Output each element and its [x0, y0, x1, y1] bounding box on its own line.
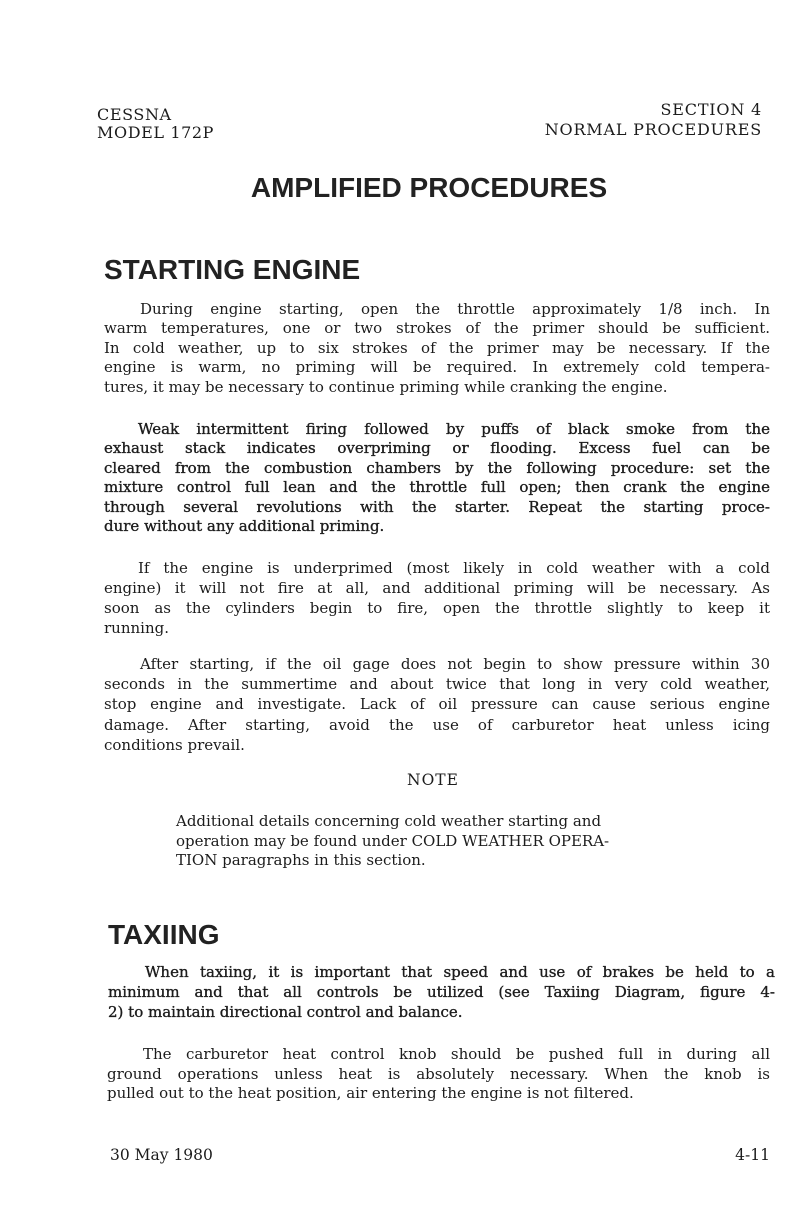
- paragraph-starting-flooding: [104, 420, 770, 536]
- header-right: [545, 100, 762, 140]
- text-line: exhaust stack indicates overpriming or flooding. Excess fuel can be: [104, 439, 770, 458]
- text-line: mixture control full lean and the throttle full open; then crank the engine: [104, 478, 770, 497]
- text-line: warm temperatures, one or two strokes of the primer should be sufficient.: [104, 319, 770, 338]
- text-line: When taxiing, it is important that speed and use of brakes be held to a: [145, 963, 775, 981]
- paragraph-taxiing-carburetor-heat: [107, 1045, 770, 1104]
- text-line: During engine starting, open the throttle approximately 1/8 inch. In: [140, 300, 770, 318]
- text-line: conditions prevail.: [104, 735, 245, 754]
- text-line: The carburetor heat control knob should be pushed full in during all: [143, 1045, 770, 1063]
- note-label: NOTE: [407, 771, 459, 789]
- header-section: SECTION 4: [660, 100, 762, 119]
- text-line: running.: [104, 619, 169, 637]
- text-line: dure without any additional priming.: [104, 517, 385, 536]
- text-line: stop engine and investigate. Lack of oil pressure can cause serious engine: [104, 695, 770, 714]
- text-line: damage. After starting, avoid the use of carburetor heat unless icing: [104, 715, 770, 734]
- footer-page-number: 4-11: [735, 1146, 770, 1164]
- text-line: operation may be found under COLD WEATHER OPERA-: [176, 831, 610, 850]
- text-line: If the engine is underprimed (most likely in cold weather with a cold: [138, 559, 770, 577]
- text-line: cleared from the combustion chambers by the following procedure: set the: [104, 458, 770, 477]
- paragraph-taxiing-brakes: [108, 962, 775, 1022]
- header-section-title: NORMAL PROCEDURES: [544, 120, 762, 139]
- text-line: Additional details concerning cold weather starting and: [176, 812, 602, 830]
- section-heading-starting-engine: STARTING ENGINE: [104, 254, 361, 285]
- text-line: ground operations unless heat is absolutely necessary. When the knob is: [107, 1064, 770, 1083]
- text-line: TION paragraphs in this section.: [176, 851, 426, 870]
- text-line: tures, it may be necessary to continue priming while cranking the engine.: [104, 377, 668, 396]
- section-heading-taxiing: TAXIING: [108, 919, 220, 950]
- page-title: AMPLIFIED PROCEDURES: [250, 172, 608, 203]
- text-line: Weak intermittent firing followed by puffs of black smoke from the: [138, 420, 770, 438]
- text-line: engine is warm, no priming will be required. In extremely cold tempera-: [104, 358, 770, 377]
- text-line: engine) it will not fire at all, and additional priming will be necessary. As: [104, 579, 770, 597]
- header-left: [97, 106, 214, 142]
- text-line: minimum and that all controls be utilized (see Taxiing Diagram, figure 4-: [108, 983, 775, 1001]
- paragraph-starting-underprimed: [104, 558, 770, 638]
- paragraph-starting-oil-pressure: [104, 654, 770, 755]
- text-line: In cold weather, up to six strokes of the primer may be necessary. If the: [104, 338, 770, 357]
- header-manufacturer: CESSNA: [97, 105, 172, 124]
- header-model: MODEL 172P: [97, 123, 215, 142]
- text-line: 2) to maintain directional control and balance.: [108, 1003, 463, 1021]
- paragraph-starting-priming: [104, 300, 770, 397]
- text-line: pulled out to the heat position, air entering the engine is not filtered.: [107, 1084, 634, 1103]
- text-line: After starting, if the oil gage does not begin to show pressure within 30: [140, 655, 770, 673]
- text-line: soon as the cylinders begin to fire, open the throttle slightly to keep it: [104, 599, 770, 617]
- footer-date: 30 May 1980: [110, 1146, 213, 1164]
- text-line: seconds in the summertime and about twice that long in very cold weather,: [104, 675, 770, 694]
- note-text: [176, 812, 736, 871]
- text-line: through several revolutions with the starter. Repeat the starting proce-: [104, 497, 770, 516]
